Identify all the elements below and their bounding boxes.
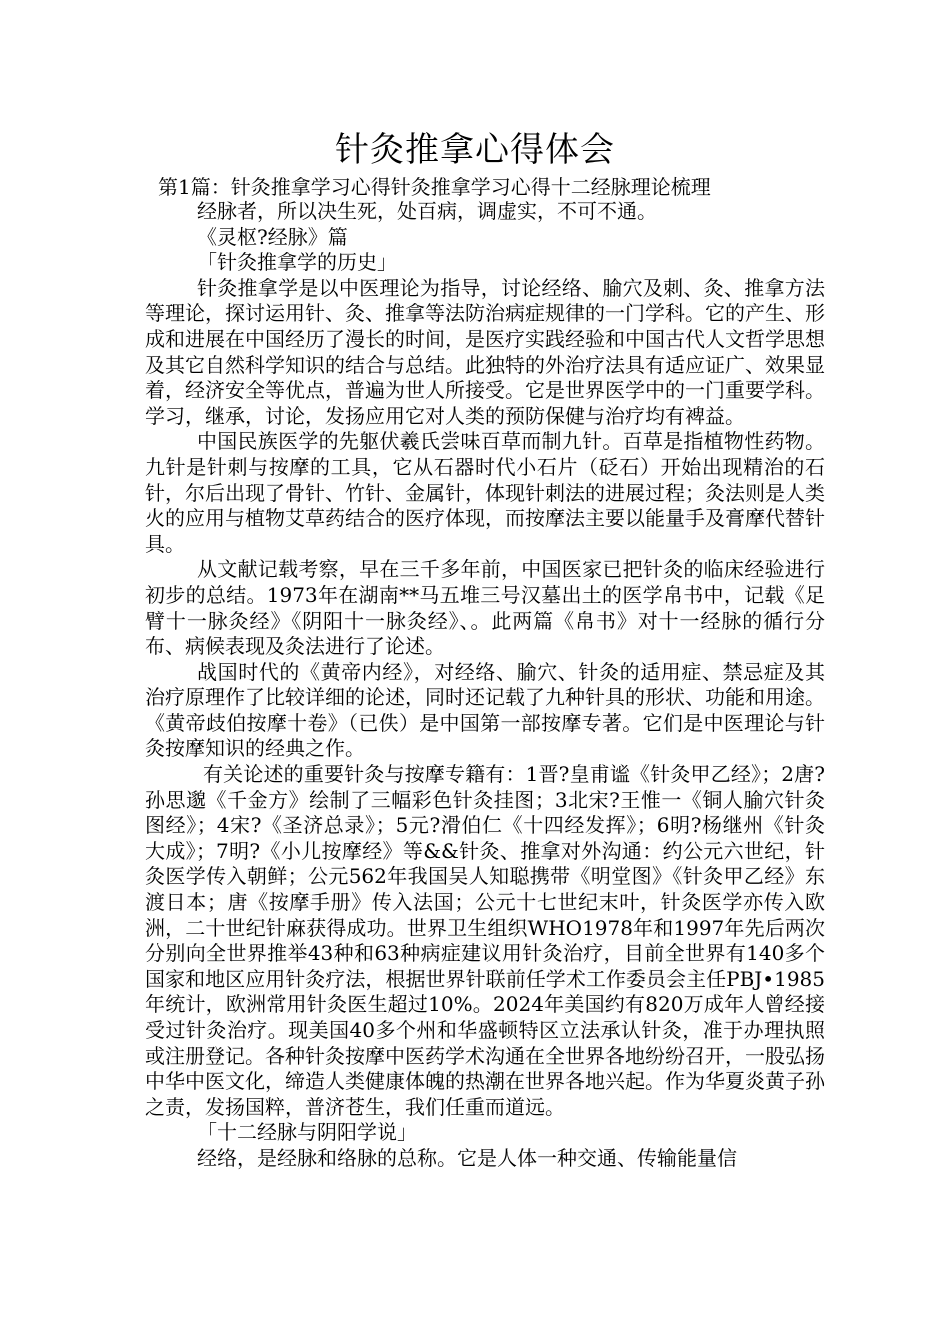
paragraph: 《灵枢?经脉》篇 [197, 224, 348, 249]
section-heading: 「针灸推拿学的历史」 [197, 250, 397, 275]
paragraph: 针灸推拿学是以中医理论为指导，讨论经络、腧穴及刺、灸、推拿方法等理论，探讨运用针、灸、推拿等法防治病症规律的一门学科。它的产生、形成和进展在中国经历了漫长的时间，是医疗实践经验和中国古代人文哲学思想及其它自然科学知识的结合与总结。此独特的外治疗法具有适应证广、效果显着，经济安全等优点，普遍为世人所接受。它是世界医学中的一门重要学科。学习，继承，讨论，发扬应用它对人类的预防保健与治疗均有裨益。 [145, 275, 825, 428]
paragraph: 有关论述的重要针灸与按摩专籍有：1晋?皇甫谧《针灸甲乙经》；2唐?孙思邈《千金方》绘制了三幅彩色针灸挂图；3北宋?王惟一《铜人腧穴针灸图经》；4宋?《圣济总录》；5元?滑伯仁《十四经发挥》；6明?杨继州《针灸大成》；7明?《小儿按摩经》等&&针灸、推拿对外沟通：约公元六世纪，针灸医学传入朝鲜；公元562年我国吴人知聪携带《明堂图》《针灸甲乙经》东渡日本；唐《按摩手册》传入法国；公元十七世纪末叶，针灸医学亦传入欧洲，二十世纪针麻获得成功。世界卫生组织WHO1978年和1997年先后两次分别向全世界推举43种和63种病症建议用针灸治疗，目前全世界有140多个国家和地区应用针灸疗法，根据世界针联前任学术工作委员会主任PBJ•1985年统计，欧洲常用针灸医生超过10%。2024年美国约有820万成年人曾经接受过针灸治疗。现美国40多个州和华盛顿特区立法承认针灸，准于办理执照或注册登记。各种针灸按摩中医药学术沟通在全世界各地纷纷召开，一股弘扬中华中医文化，缔造人类健康体魄的热潮在世界各地兴起。作为华夏炎黄子孙之责，发扬国粹，普济苍生，我们任重而道远。 [145, 762, 825, 1119]
paragraph: 经络，是经脉和络脉的总称。它是人体一种交通、传输能量信 [197, 1145, 737, 1170]
paragraph: 经脉者，所以决生死，处百病，调虚实，不可不通。 [197, 199, 657, 223]
paragraph: 战国时代的《黄帝内经》，对经络、腧穴、针灸的适用症、禁忌症及其治疗原理作了比较详细的论述，同时还记载了九种针具的形状、功能和用途。《黄帝歧伯按摩十卷》（已佚）是中国第一部按摩专著。它们是中医理论与针灸按摩知识的经典之作。 [145, 659, 825, 761]
document-body [145, 199, 825, 1172]
document-subtitle: 第1篇：针灸推拿学习心得针灸推拿学习心得十二经脉理论梳理 [158, 175, 711, 199]
section-heading: 「十二经脉与阴阳学说」 [197, 1120, 417, 1145]
paragraph: 从文献记载考察，早在三千多年前，中国医家已把针灸的临床经验进行初步的总结。1973年在湖南**马五堆三号汉墓出土的医学帛书中，记载《足臂十一脉灸经》《阴阳十一脉灸经》、。此两篇《帛书》对十一经脉的循行分布、病候表现及灸法进行了论述。 [145, 557, 825, 659]
document-title: 针灸推拿心得体会 [335, 130, 615, 170]
paragraph: 中国民族医学的先躯伏羲氏尝味百草而制九针。百草是指植物性药物。九针是针刺与按摩的工具，它从石器时代小石片（砭石）开始出现精治的石针，尔后出现了骨针、竹针、金属针，体现针刺法的进展过程；灸法则是人类火的应用与植物艾草药结合的医疗体现，而按摩法主要以能量手及膏摩代替针具。 [145, 429, 825, 556]
